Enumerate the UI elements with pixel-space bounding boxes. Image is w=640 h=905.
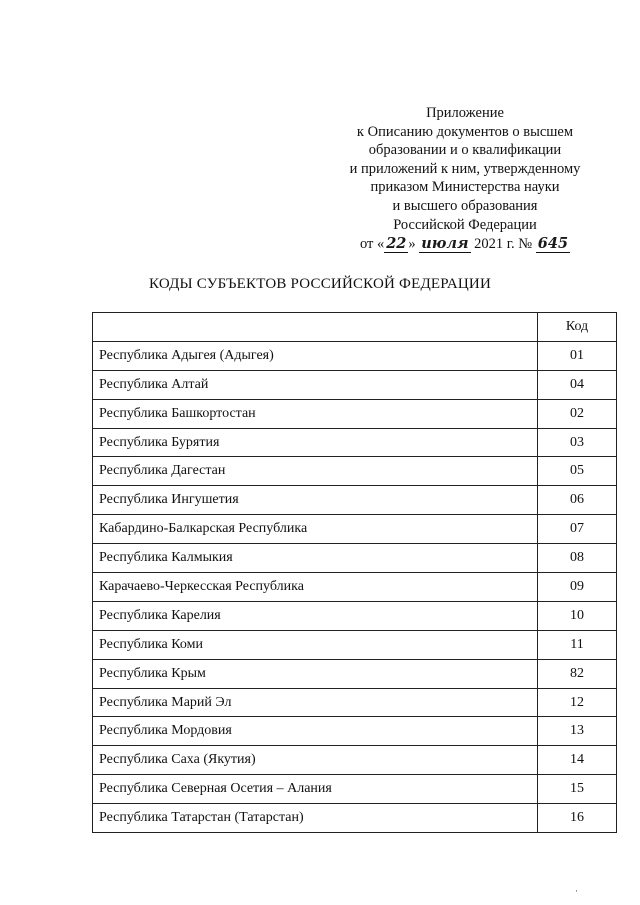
- table-row: [93, 659, 617, 688]
- order-number-handwritten: 645: [537, 235, 569, 253]
- region-code: 13: [538, 717, 617, 746]
- column-header-name: [93, 313, 538, 342]
- region-name: Республика Крым: [93, 659, 538, 688]
- region-name: Республика Адыгея (Адыгея): [93, 341, 538, 370]
- region-code: 11: [538, 630, 617, 659]
- region-code: 15: [538, 775, 617, 804]
- region-name: Республика Татарстан (Татарстан): [93, 804, 538, 833]
- region-code: 14: [538, 746, 617, 775]
- order-day-handwritten: 22: [386, 235, 407, 253]
- order-year: 2021 г. №: [474, 236, 533, 253]
- table-row: [93, 544, 617, 573]
- appendix-label: Приложение: [426, 105, 504, 121]
- scan-speck: ·: [575, 886, 578, 896]
- page-title: КОДЫ СУБЪЕКТОВ РОССИЙСКОЙ ФЕДЕРАЦИИ: [149, 276, 491, 292]
- table-row: [93, 399, 617, 428]
- order-month-handwritten: июля: [421, 235, 469, 253]
- table-header-row: [93, 313, 617, 342]
- column-header-code: Код: [538, 313, 617, 342]
- region-name: Республика Саха (Якутия): [93, 746, 538, 775]
- appendix-header: [300, 104, 630, 254]
- region-code: 82: [538, 659, 617, 688]
- region-name: Кабардино-Балкарская Республика: [93, 515, 538, 544]
- region-name: Республика Карелия: [93, 601, 538, 630]
- table-row: [93, 341, 617, 370]
- order-day-close: »: [408, 236, 416, 253]
- region-name: Республика Мордовия: [93, 717, 538, 746]
- region-code: 03: [538, 428, 617, 457]
- appendix-line: и приложений к ним, утвержденному: [349, 160, 581, 177]
- table-row: [93, 717, 617, 746]
- region-code: 07: [538, 515, 617, 544]
- region-name: Республика Башкортостан: [93, 399, 538, 428]
- table-row: [93, 370, 617, 399]
- table-row: [93, 486, 617, 515]
- region-code: 01: [538, 341, 617, 370]
- table-row: [93, 804, 617, 833]
- appendix-line: к Описанию документов о высшем: [356, 123, 574, 140]
- region-name: Республика Дагестан: [93, 457, 538, 486]
- region-code: 08: [538, 544, 617, 573]
- region-codes-table: [92, 312, 617, 833]
- order-prefix: от «: [359, 236, 385, 253]
- table-row: [93, 775, 617, 804]
- region-name: Республика Коми: [93, 630, 538, 659]
- region-name: Республика Бурятия: [93, 428, 538, 457]
- region-code: 06: [538, 486, 617, 515]
- region-name: Республика Ингушетия: [93, 486, 538, 515]
- table-row: [93, 688, 617, 717]
- region-code: 04: [538, 370, 617, 399]
- order-date-line: [300, 235, 630, 254]
- table-row: [93, 457, 617, 486]
- region-code: 12: [538, 688, 617, 717]
- appendix-line: и высшего образования: [392, 197, 538, 214]
- table-row: [93, 573, 617, 602]
- table-row: [93, 601, 617, 630]
- table-row: [93, 515, 617, 544]
- region-code: 10: [538, 601, 617, 630]
- region-name: Республика Калмыкия: [93, 544, 538, 573]
- table-row: [93, 428, 617, 457]
- region-code: 16: [538, 804, 617, 833]
- appendix-line: приказом Министерства науки: [370, 179, 560, 196]
- region-name: Карачаево-Черкесская Республика: [93, 573, 538, 602]
- appendix-line: образовании и о квалификации: [368, 142, 562, 159]
- region-name: Республика Северная Осетия – Алания: [93, 775, 538, 804]
- region-name: Республика Марий Эл: [93, 688, 538, 717]
- region-name: Республика Алтай: [93, 370, 538, 399]
- region-code: 05: [538, 457, 617, 486]
- region-code: 02: [538, 399, 617, 428]
- table-row: [93, 746, 617, 775]
- appendix-line: Российской Федерации: [393, 216, 537, 233]
- table-row: [93, 630, 617, 659]
- region-code: 09: [538, 573, 617, 602]
